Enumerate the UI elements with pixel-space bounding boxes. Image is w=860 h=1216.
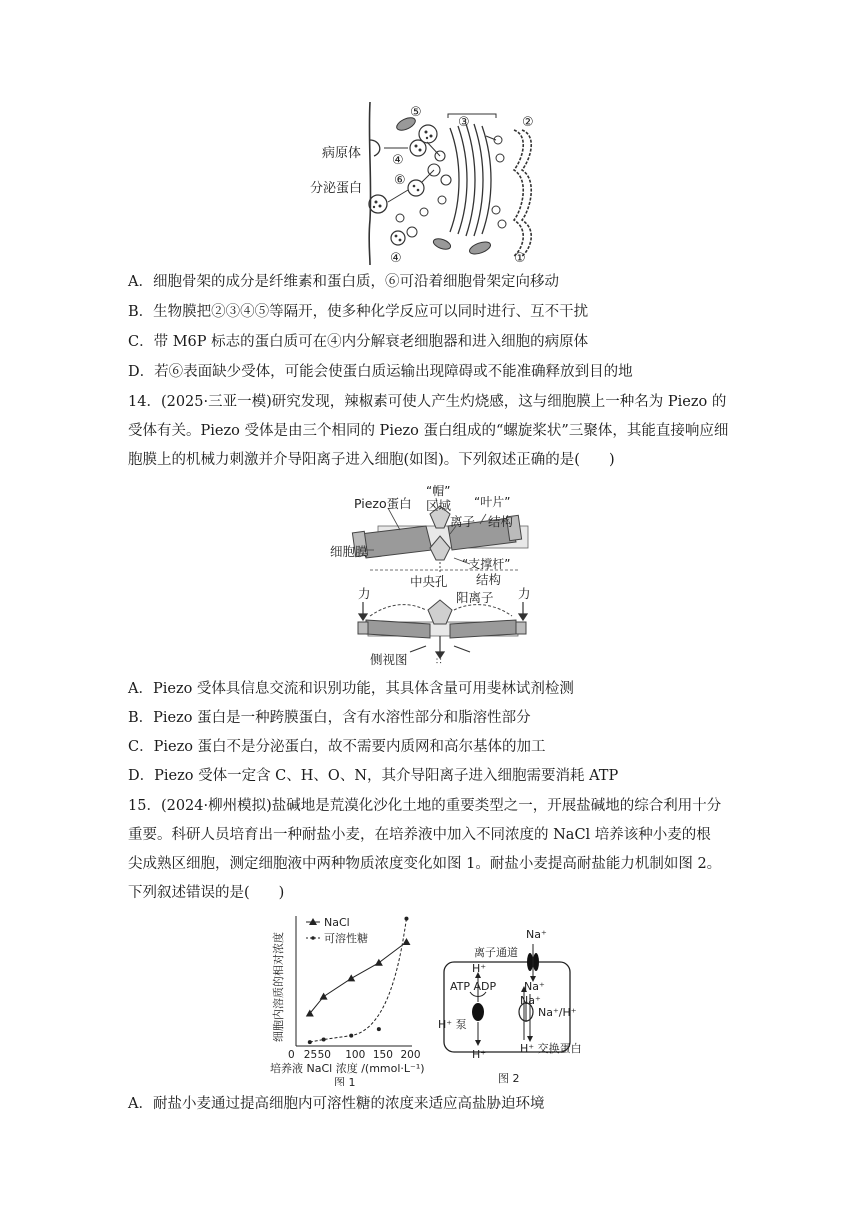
q15-fig2-na-in1: Na⁺	[524, 980, 545, 993]
q15-fig1-caption: 图 1	[334, 1076, 356, 1086]
q15-fig2-pump: H⁺ 泵	[438, 1018, 467, 1031]
q14-label-force-left: 力	[358, 586, 371, 601]
q13-label-4a: ④	[392, 153, 404, 168]
q14-label-piezo: Piezo蛋白	[354, 496, 412, 511]
q15-fig1-legend-nacl: NaCl	[324, 916, 350, 929]
q15-stem-line-3: 尖成熟区细胞，测定细胞液中两种物质浓度变化如图 1。耐盐小麦提高耐盐能力机制如图 2。	[128, 856, 722, 872]
q13-cell-diagram	[300, 100, 550, 265]
q15-fig1-xtick: 25	[303, 1049, 318, 1061]
q15-fig1-sugar-point	[308, 1040, 312, 1044]
q14-label-region: 区域	[426, 498, 452, 513]
q15-option-a: A．耐盐小麦通过提高细胞内可溶性糖的浓度来适应高盐胁迫环境	[128, 1096, 545, 1112]
q15-fig2-exchanger: H⁺ 交换蛋白	[520, 1042, 582, 1055]
q15-stem-line-4: 下列叙述错误的是( )	[128, 885, 285, 901]
q15-fig1-xtick: 150	[372, 1049, 393, 1061]
q13-option-d: D．若⑥表面缺少受体，可能会使蛋白质运输出现障碍或不能准确释放到目的地	[128, 364, 633, 380]
q15-fig2-na-in2: Na⁺	[520, 994, 541, 1007]
q15-fig1-xtick: 50	[317, 1049, 331, 1061]
q15-fig1-chart	[262, 910, 432, 1086]
q15-fig2-na-top: Na⁺	[526, 928, 547, 941]
q14-piezo-diagram	[330, 484, 550, 666]
q15-fig1-sugar-point	[349, 1034, 353, 1038]
q15-fig1-xtick: 100	[345, 1049, 366, 1061]
q13-label-4b: ④	[390, 251, 402, 265]
q14-option-c: C．Piezo 蛋白不是分泌蛋白，故不需要内质网和高尔基体的加工	[128, 739, 546, 755]
q13-label-secretory: 分泌蛋白	[310, 181, 363, 196]
q13-option-a: A．细胞骨架的成分是纤维素和蛋白质，⑥可沿着细胞骨架定向移动	[128, 274, 559, 290]
q15-fig1-xlabel: 培养液 NaCl 浓度 /(mmol·L⁻¹)	[270, 1062, 425, 1075]
q13-label-3: ③	[458, 115, 470, 130]
q15-fig2-antiporter-ions: Na⁺/H⁺	[538, 1006, 577, 1019]
q15-fig1-legend-sugar: 可溶性糖	[324, 932, 368, 945]
q14-stem-line-1: 14．(2025·三亚一模)研究发现，辣椒素可使人产生灼烧感，这与细胞膜上一种名为 Piezo 的	[128, 394, 727, 410]
q15-fig1-nacl-point	[320, 993, 328, 1000]
q13-label-pathogen: 病原体	[322, 146, 362, 161]
q15-fig2-h-in: H⁺	[472, 962, 487, 975]
q15-fig1-xtick: 0	[288, 1049, 295, 1061]
q15-fig1-sugar-point	[322, 1038, 326, 1042]
q13-label-2: ②	[522, 115, 534, 130]
q15-fig2-caption: 图 2	[498, 1072, 520, 1085]
q15-fig1-sugar-point	[404, 917, 408, 921]
q15-fig2-h-out: H⁺	[472, 1048, 487, 1061]
q14-stem-line-3: 胞膜上的机械力刺激并介导阳离子进入细胞(如图)。下列叙述正确的是( )	[128, 452, 615, 468]
q14-label-membrane: 细胞膜	[330, 544, 368, 559]
q15-stem-line-2: 重要。科研人员培育出一种耐盐小麦，在培养液中加入不同浓度的 NaCl 培养该种小麦的根	[128, 827, 711, 843]
q14-label-strut: “支撑杆”	[462, 557, 511, 571]
q14-label-cation: 阳离子	[456, 590, 494, 605]
q14-stem-line-2: 受体有关。Piezo 受体是由三个相同的 Piezo 蛋白组成的“螺旋桨状”三聚体，其能直接响应细	[128, 423, 729, 439]
q15-fig1-nacl-point	[375, 959, 383, 966]
q15-fig2-diagram	[434, 924, 594, 1086]
q15-stem-line-1: 15．(2024·柳州模拟)盐碱地是荒漠化沙化土地的重要类型之一，开展盐碱地的综合利用十分	[128, 798, 722, 814]
q15-fig1-sugar-point	[377, 1027, 381, 1031]
q15-fig2-channel: 离子通道	[474, 946, 518, 959]
q13-label-1: ①	[514, 251, 526, 265]
q13-option-c: C．带 M6P 标志的蛋白质可在④内分解衰老细胞器和进入细胞的病原体	[128, 334, 589, 350]
q13-option-b: B．生物膜把②③④⑤等隔开，使多种化学反应可以同时进行、互不干扰	[128, 304, 589, 320]
q14-label-structure2: 结构	[476, 572, 502, 587]
q13-label-5: ⑤	[410, 105, 422, 120]
q15-fig1-nacl-point	[347, 974, 355, 981]
q14-option-b: B．Piezo 蛋白是一种跨膜蛋白，含有水溶性部分和脂溶性部分	[128, 710, 531, 726]
q15-fig2-atp-adp: ATP ADP	[450, 980, 497, 993]
svg-text:∷: ∷	[436, 657, 442, 666]
q14-option-d: D．Piezo 受体一定含 C、H、O、N，其介导阳离子进入细胞需要消耗 ATP	[128, 768, 619, 784]
q14-label-side-view: 侧视图	[370, 652, 408, 666]
q14-option-a: A．Piezo 受体具信息交流和识别功能，其具体含量可用斐林试剂检测	[128, 681, 574, 697]
q15-fig1-ylabel: 细胞内溶质的相对浓度	[272, 932, 285, 1042]
q14-label-ion: 离子	[450, 514, 476, 529]
q14-label-structure1: 结构	[488, 514, 514, 529]
q14-label-leaf: “叶片”	[474, 495, 511, 509]
q15-fig1-nacl-line	[310, 942, 407, 1014]
q13-label-6: ⑥	[394, 173, 406, 188]
q14-label-cap: “帽”	[426, 484, 451, 498]
q14-label-force-right: 力	[518, 586, 531, 601]
q14-label-pore: 中央孔	[410, 574, 448, 589]
q15-fig1-xtick: 200	[400, 1049, 421, 1061]
